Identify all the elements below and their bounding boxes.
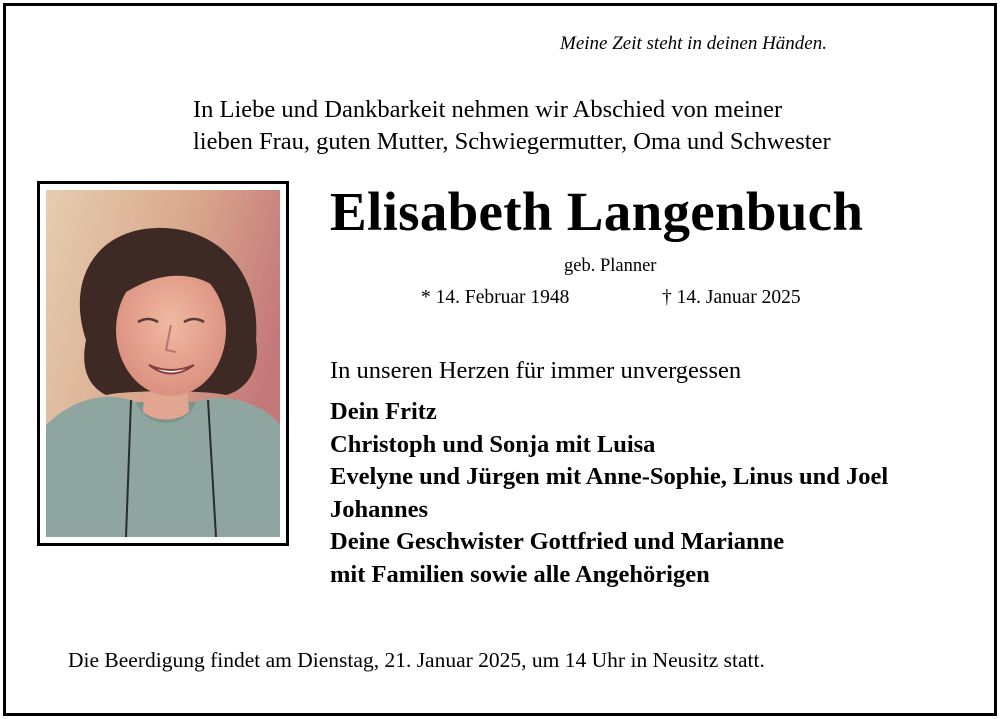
birth-date: * 14. Februar 1948 (421, 287, 570, 308)
mourner-line: Evelyne und Jürgen mit Anne-Sophie, Linus und Joel (330, 463, 889, 490)
mourner-line: Dein Fritz (330, 398, 437, 425)
mourner-line: Deine Geschwister Gottfried und Marianne (330, 528, 785, 555)
birth-name: geb. Planner (564, 256, 657, 276)
intro-line: In Liebe und Dankbarkeit nehmen wir Abschied von meiner (193, 96, 783, 123)
mourner-line: mit Familien sowie alle Angehörigen (330, 560, 710, 588)
portrait-illustration (46, 190, 280, 537)
death-date: † 14. Januar 2025 (662, 287, 801, 308)
mourner-line: Christoph und Sonja mit Luisa (330, 430, 656, 458)
portrait-photo (46, 190, 280, 537)
memory-line: In unseren Herzen für immer unvergessen (330, 357, 742, 384)
intro-text (193, 94, 831, 158)
intro-line: lieben Frau, guten Mutter, Schwiegermutter, Oma und Schwester (193, 128, 831, 155)
motto-verse: Meine Zeit steht in deinen Händen. (560, 33, 827, 54)
mourners-list (330, 396, 888, 591)
funeral-notice: Die Beerdigung findet am Dienstag, 21. Januar 2025, um 14 Uhr in Neusitz statt. (68, 648, 765, 672)
mourner-line: Johannes (330, 495, 429, 523)
portrait-frame (37, 181, 289, 546)
deceased-name: Elisabeth Langenbuch (330, 181, 864, 242)
